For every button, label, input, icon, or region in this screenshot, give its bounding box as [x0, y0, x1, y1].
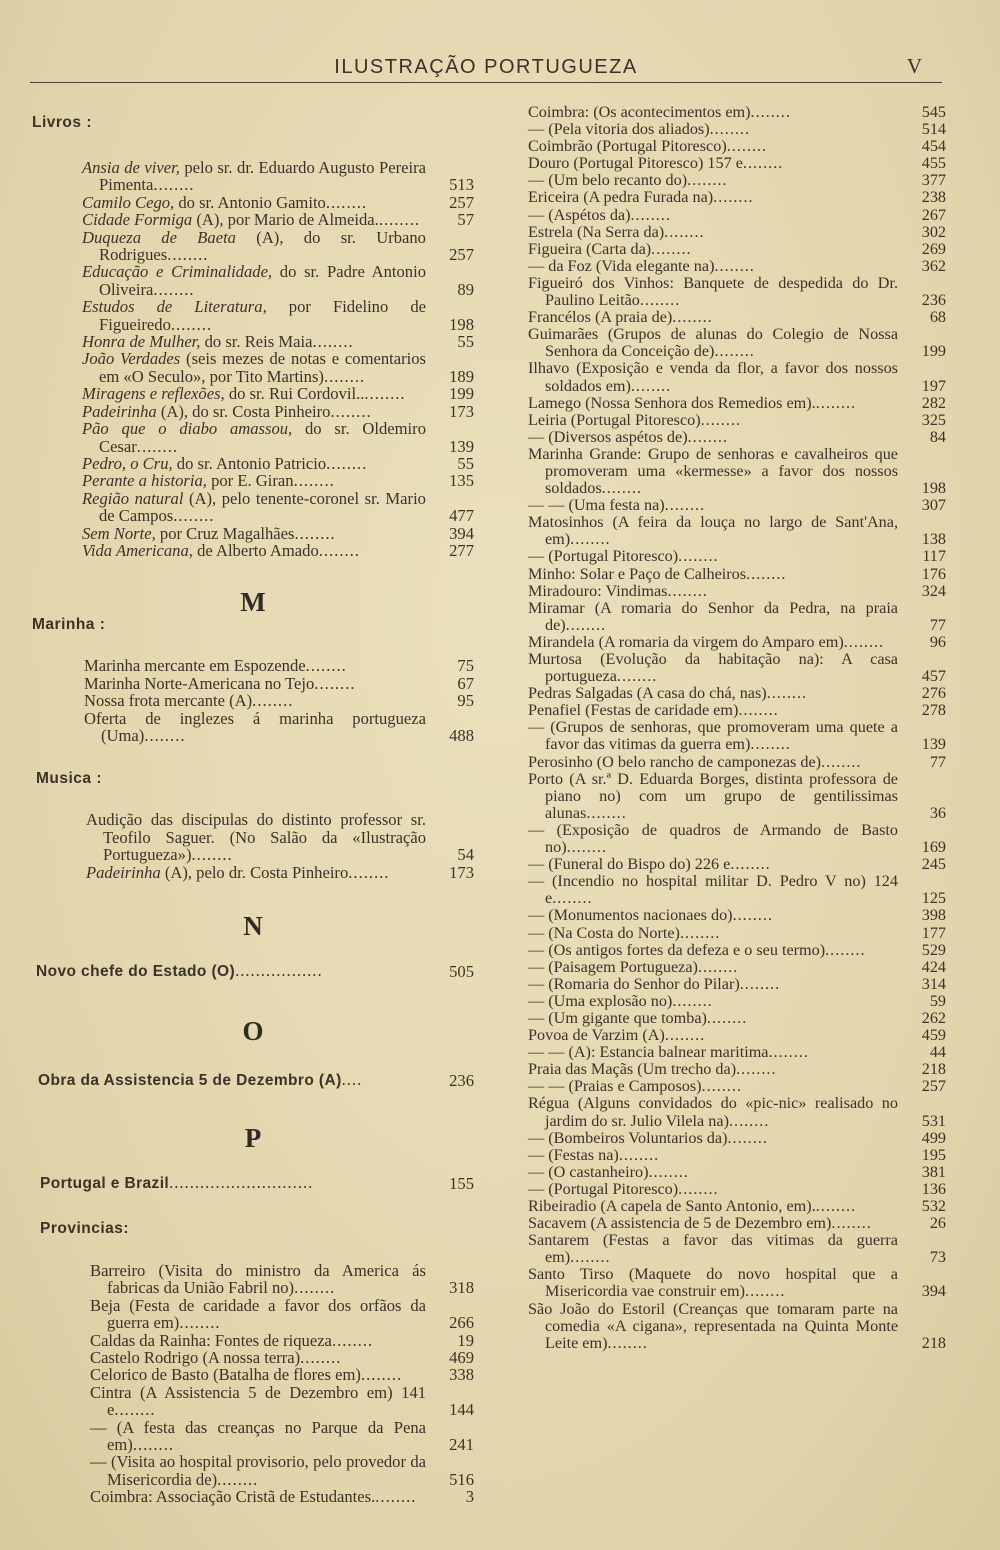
entry-page: 362 — [921, 256, 946, 275]
entry-page: 57 — [457, 210, 474, 230]
entry-title: Padeirinha — [82, 401, 157, 421]
entry-text: (seis mezes de notas e comentarios em «O Seculo», por Tito Martins) — [99, 349, 427, 386]
entry-text: do sr. Antonio Patricio — [172, 453, 327, 473]
entry-page: 199 — [921, 342, 946, 361]
livros-list — [82, 159, 474, 559]
entry-text: Santarem (Festas a favor das vitimas da guerra em) — [528, 1231, 898, 1267]
letter-heading-p: P — [244, 1123, 262, 1153]
entry-text: Miradouro: Vindimas — [528, 581, 668, 600]
entry-page: 381 — [921, 1162, 946, 1181]
entry-text: Douro (Portugal Pitoresco) 157 e — [528, 154, 743, 173]
entry-title: Vida Americana, — [82, 540, 193, 560]
entry-text: — (Portugal Pitoresco) — [528, 1179, 679, 1198]
entry-page: 54 — [457, 845, 474, 865]
entry-page: 278 — [921, 701, 946, 720]
entry-text: — (Na Costa do Norte) — [528, 923, 680, 942]
entry-page: 238 — [921, 188, 946, 207]
provincia-entry: — (Uma explosão no)........ 59 — [528, 991, 946, 1010]
entry-text: Matosinhos (A feira da louça no largo de Sant'Ana, em) — [528, 513, 898, 549]
entry-text: Castelo Rodrigo (A nossa terra) — [90, 1348, 301, 1368]
entry-page: 257 — [449, 245, 474, 265]
right-column — [528, 104, 946, 1352]
livro-entry: Região natural (A), pelo tenente-coronel sr. Mario de Campos........ 477 — [82, 488, 474, 526]
provincia-entry: — (Pela vitoria dos aliados)........ 514 — [528, 120, 946, 139]
entry-page: 197 — [921, 376, 946, 395]
entry-page: 488 — [449, 725, 474, 745]
entry-text: — — (A): Estancia balnear maritima — [528, 1043, 769, 1062]
entry-text: Marinha mercante em Espozende — [84, 656, 306, 676]
provincia-entry: São João do Estoril (Creanças que tomaram parte na comedia «A cigana», representada na Quinta Monte Leite em)........ 218 — [528, 1299, 946, 1352]
entry-page: 173 — [449, 401, 474, 421]
provincia-entry: — (Portugal Pitoresco)........ 117 — [528, 547, 946, 566]
livro-entry: Pedro, o Cru, do sr. Antonio Patricio........ 55 — [82, 453, 474, 473]
provincia-entry: Barreiro (Visita do ministro da America ás fabricas da União Fabril no)........ 318 — [90, 1261, 474, 1298]
entry-text: (A), do sr. Urbano Rodrigues — [99, 227, 426, 265]
provincia-entry: — — (A): Estancia balnear maritima........ 44 — [528, 1043, 946, 1062]
provincia-entry: — (Exposição de quadros de Armando de Basto no)........ 169 — [528, 820, 946, 857]
provincia-entry: Pedras Salgadas (A casa do chá, nas)........ 276 — [528, 684, 946, 703]
entry-page: 377 — [921, 171, 946, 190]
entry-text: — (Os antigos fortes da defeza e o seu termo) — [528, 940, 826, 959]
entry-text: Pedras Salgadas (A casa do chá, nas) — [528, 684, 767, 703]
section-provincias: Provincias: — [40, 1220, 130, 1237]
provincia-entry: — da Foz (Vida elegante na)........ 362 — [528, 256, 946, 275]
provincia-entry: — (Um belo recanto do)........ 377 — [528, 171, 946, 190]
entry-text: — (Diversos aspétos de) — [528, 427, 688, 446]
entry-title: Ansia de viver, — [82, 158, 180, 177]
marinha-entry: Marinha Norte-Americana no Tejo........ 67 — [84, 673, 474, 693]
provincia-entry: — (Funeral do Bispo do) 226 e........ 245 — [528, 855, 946, 874]
entry-title: Educação e Criminalidade, — [82, 262, 273, 282]
provincia-entry: Sacavem (A assistencia de 5 de Dezembro em)........ 26 — [528, 1214, 946, 1233]
entry-text: — (Aspétos da) — [528, 205, 631, 224]
livro-entry: Honra de Mulher, do sr. Reis Maia........ 55 — [82, 332, 474, 352]
entry-text: — (Grupos de senhoras, que promoveram uma quete a favor das vitimas da guerra em) — [528, 718, 898, 754]
provincia-entry: Régua (Alguns convidados do «pic-nic» realisado no jardim do sr. Julio Vilela na)........ 531 — [528, 1094, 946, 1130]
entry-page: 173 — [449, 862, 474, 882]
letter-heading-n: N — [243, 911, 263, 941]
livro-entry: Estudos de Literatura, por Fidelino de Figueiredo........ 198 — [82, 297, 474, 334]
entry-text: — (Um belo recanto do) — [528, 171, 688, 190]
entry-text: — — (Uma festa na) — [528, 496, 665, 515]
entry-page: 394 — [449, 523, 474, 543]
letter-heading-m: M — [240, 587, 266, 618]
entry-text: — (A festa das creanças no Parque da Pena em) — [90, 1417, 426, 1455]
entry-text: do sr. Padre Antonio Oliveira — [99, 262, 426, 299]
entry-text: São João do Estoril (Creanças que tomaram parte na comedia «A cigana», representada na Quinta Monte Leite em) — [528, 1299, 898, 1352]
entry-page: 267 — [921, 205, 946, 224]
entry-text: Barreiro (Visita do ministro da America ás fabricas da União Fabril no) — [90, 1261, 426, 1298]
entry-text: — (Portugal Pitoresco) — [528, 547, 679, 566]
entry-page: 59 — [929, 991, 946, 1010]
entry-page: 36 — [929, 803, 946, 822]
entry-page: 241 — [449, 1435, 474, 1455]
entry-text: Miramar (A romaria do Senhor da Pedra, na praia de) — [528, 598, 898, 634]
entry-page: 531 — [921, 1111, 946, 1130]
provincia-entry: — (Monumentos nacionaes do)........ 398 — [528, 906, 946, 925]
entry-text: Caldas da Rainha: Fontes de riqueza — [90, 1330, 332, 1350]
entry-text: Penafiel (Festas de caridade em) — [528, 701, 739, 720]
entry-text: — (Uma explosão no) — [528, 991, 673, 1010]
entry-text: Nossa frota mercante (A) — [84, 691, 253, 711]
entry-text: do sr. Rui Cordovil.. — [224, 384, 365, 404]
page-header — [30, 56, 942, 83]
entry-text: Lamego (Nossa Senhora dos Remedios em). — [528, 393, 816, 412]
provincia-entry: Lamego (Nossa Senhora dos Remedios em)......... 282 — [528, 393, 946, 412]
entry-text: Figueira (Carta da) — [528, 239, 652, 258]
provincia-entry: — (Os antigos fortes da defeza e o seu termo)........ 529 — [528, 940, 946, 959]
provincia-entry: — — (Uma festa na)........ 307 — [528, 496, 946, 515]
entry-page: 139 — [921, 735, 946, 754]
entry-text: — (Romaria do Senhor do Pilar) — [528, 974, 740, 993]
entry-text: de Alberto Amado — [192, 540, 319, 560]
entry-text: (A), pelo dr. Costa Pinheiro — [160, 862, 349, 882]
musica-entry: Padeirinha (A), pelo dr. Costa Pinheiro........ 173 — [86, 862, 474, 882]
provincia-entry: — (Romaria do Senhor do Pilar)........ 314 — [528, 974, 946, 993]
provincia-entry: — (Grupos de senhoras, que promoveram uma quete a favor das vitimas da guerra em)........ 139 — [528, 718, 946, 754]
entry-text: do sr. Oldemiro Cesar — [99, 419, 426, 456]
entry-text: Marinha Grande: Grupo de senhoras e cavalheiros que promoveram uma «kermesse» a favor dos nossos soldados — [528, 444, 898, 498]
entry-title: Padeirinha — [86, 862, 161, 882]
musica-list — [86, 811, 474, 881]
provincia-entry: Cintra (A Assistencia 5 de Dezembro em) 141 e........ 144 — [90, 1382, 474, 1420]
entry-page: 77 — [929, 615, 946, 634]
entry-text: Cintra (A Assistencia 5 de Dezembro em) 141 e — [90, 1382, 426, 1420]
entry-page: 469 — [449, 1348, 474, 1368]
entry-page: 318 — [449, 1278, 474, 1298]
entry-page: 218 — [921, 1333, 946, 1352]
provincia-entry: Ericeira (A pedra Furada na)........ 238 — [528, 188, 946, 207]
entry-text: por Cruz Magalhães — [155, 523, 295, 543]
entry-text: Guimarães (Grupos de alunas do Colegio de Nossa Senhora da Conceição de) — [528, 325, 898, 361]
provincia-entry: — (Na Costa do Norte)........ 177 — [528, 923, 946, 942]
provincia-entry: Santarem (Festas a favor das vitimas da guerra em)........ 73 — [528, 1231, 946, 1267]
entry-page: 26 — [929, 1214, 946, 1233]
provincia-entry: Ilhavo (Exposição e venda da flor, a favor dos nossos soldados em)........ 197 — [528, 359, 946, 395]
entry-page: 338 — [449, 1365, 474, 1385]
entry-text: (A), do sr. Costa Pinheiro — [156, 401, 331, 421]
entry-page: 136 — [921, 1179, 946, 1198]
provincia-entry: Guimarães (Grupos de alunas do Colegio de Nossa Senhora da Conceição de)........ 199 — [528, 325, 946, 361]
entry-page: 169 — [921, 838, 946, 857]
entry-page: 514 — [921, 120, 946, 139]
entry-page: 73 — [929, 1248, 946, 1267]
entry-page: 177 — [921, 923, 946, 942]
musica-entry: Audição das discipulas do distinto professor sr. Teofilo Saguer. (No Salão da «Ilustração Portugueza»)........ 54 — [86, 810, 474, 865]
entry-page: 198 — [449, 314, 474, 334]
entry-page: 269 — [921, 239, 946, 258]
provincia-entry: Coimbra: (Os acontecimentos em)........ 545 — [528, 103, 946, 121]
entry-text: — (O castanheiro) — [528, 1162, 649, 1181]
entry-page: 144 — [449, 1400, 474, 1420]
section-livros: Livros : — [32, 114, 92, 131]
provincia-entry: Francélos (A praia de)........ 68 — [528, 308, 946, 327]
entry-page: 44 — [929, 1043, 946, 1062]
livro-entry: Perante a historia, por E. Giran........ 135 — [82, 471, 474, 491]
entry-text: — — (Praias e Camposos) — [528, 1077, 702, 1096]
provincia-entry: Matosinhos (A feira da louça no largo de Sant'Ana, em)........ 138 — [528, 513, 946, 549]
provincia-entry: — (Visita ao hospital provisorio, pelo provedor da Misericordia de)........ 516 — [90, 1452, 474, 1489]
provincia-entry: Porto (A sr.ª D. Eduarda Borges, distinta professora de piano no) com um grupo de gentilissimas alunas........ 36 — [528, 769, 946, 822]
entry-text: — (Festas na) — [528, 1145, 619, 1164]
provincia-entry: Miramar (A romaria do Senhor da Pedra, na praia de)........ 77 — [528, 598, 946, 634]
provincia-entry: — (O castanheiro)........ 381 — [528, 1162, 946, 1181]
entry-page: 75 — [457, 656, 474, 676]
publication-title: ILUSTRAÇÃO PORTUGUEZA — [334, 56, 638, 78]
entry-page: 245 — [921, 855, 946, 874]
entry-text: Audição das discipulas do distinto professor sr. Teofilo Saguer. (No Salão da «Ilustração Portugueza») — [86, 810, 426, 865]
entry-obra-assistencia: Obra da Assistencia 5 de Dezembro (A).... 236 — [38, 1070, 474, 1090]
entry-page: 195 — [921, 1145, 946, 1164]
entry-page: 55 — [457, 332, 474, 352]
livro-entry: Camilo Cego, do sr. Antonio Gamito........ 257 — [82, 192, 474, 212]
entry-text: Figueiró dos Vinhos: Banquete de despedida do Dr. Paulino Leitão — [528, 273, 898, 310]
entry-page: 138 — [921, 530, 946, 549]
entry-page: 95 — [457, 691, 474, 711]
entry-text: Francélos (A praia de) — [528, 308, 673, 327]
entry-page: 176 — [921, 564, 946, 583]
entry-title: Honra de Mulher, — [82, 332, 201, 352]
provincia-entry: Leiria (Portugal Pitoresco)........ 325 — [528, 410, 946, 429]
entry-page: 96 — [929, 632, 946, 651]
entry-text: — (Exposição de quadros de Armando de Basto no) — [528, 820, 898, 857]
entry-text: (A), pelo tenente-coronel sr. Mario de Campos — [99, 488, 426, 526]
entry-page: 455 — [921, 154, 946, 173]
entry-text: por Fidelino de Figueiredo — [99, 297, 426, 334]
entry-page: 236 — [921, 291, 946, 310]
entry-page: 307 — [921, 496, 946, 515]
provincia-entry: Caldas da Rainha: Fontes de riqueza........ 19 — [90, 1330, 474, 1350]
livro-entry: Miragens e reflexões, do sr. Rui Cordovil.......... 199 — [82, 384, 474, 404]
provincia-entry: Coimbrão (Portugal Pitoresco)........ 454 — [528, 137, 946, 156]
entry-text: Marinha Norte-Americana no Tejo — [84, 673, 315, 693]
entry-page: 262 — [921, 1008, 946, 1027]
provincia-entry: Marinha Grande: Grupo de senhoras e cavalheiros que promoveram uma «kermesse» a favor dos nossos soldados........ 198 — [528, 444, 946, 498]
entry-page: 282 — [921, 393, 946, 412]
entry-title: Perante a historia, — [82, 471, 207, 491]
entry-page: 529 — [921, 940, 946, 959]
entry-page: 424 — [921, 957, 946, 976]
entry-page: 77 — [929, 752, 946, 771]
entry-text: por E. Giran — [206, 471, 294, 491]
entry-text: Estrela (Na Serra da) — [528, 222, 665, 241]
provincia-entry: Perosinho (O belo rancho de camponezas de)........ 77 — [528, 752, 946, 771]
entry-page: 324 — [921, 581, 946, 600]
entry-text: Sacavem (A assistencia de 5 de Dezembro em) — [528, 1214, 832, 1233]
provincia-entry: Figueiró dos Vinhos: Banquete de despedida do Dr. Paulino Leitão........ 236 — [528, 273, 946, 310]
provincia-entry: Celorico de Basto (Batalha de flores em)........ 338 — [90, 1365, 474, 1385]
provincia-entry: Coimbra: Associação Cristã de Estudantes......... 3 — [90, 1487, 474, 1507]
livro-entry: Educação e Criminalidade, do sr. Padre Antonio Oliveira........ 89 — [82, 262, 474, 299]
entry-page: 19 — [457, 1330, 474, 1350]
entry-page: 84 — [929, 427, 946, 446]
entry-page: 55 — [457, 453, 474, 473]
entry-text: Ericeira (A pedra Furada na) — [528, 188, 714, 207]
entry-text: do sr. Antonio Gamito — [174, 192, 326, 212]
entry-title: Miragens e reflexões, — [82, 384, 225, 404]
entry-title: Cidade Formiga — [82, 210, 193, 230]
provincia-entry: — (Paisagem Portugueza)........ 424 — [528, 957, 946, 976]
entry-page: 67 — [457, 673, 474, 693]
section-marinha: Marinha : — [32, 616, 106, 634]
provincia-entry: — (Festas na)........ 195 — [528, 1145, 946, 1164]
entry-page: 117 — [922, 547, 946, 566]
provincia-entry: Povoa de Varzim (A)........ 459 — [528, 1026, 946, 1045]
provincia-entry: Penafiel (Festas de caridade em)........ 278 — [528, 701, 946, 720]
entry-text: Régua (Alguns convidados do «pic-nic» realisado no jardim do sr. Julio Vilela na) — [528, 1094, 898, 1130]
entry-text: Ilhavo (Exposição e venda da flor, a favor dos nossos soldados em) — [528, 359, 898, 395]
entry-text: Leiria (Portugal Pitoresco) — [528, 410, 701, 429]
entry-text: — (Funeral do Bispo do) 226 e — [528, 855, 731, 874]
entry-text: — (Paisagem Portugueza) — [528, 957, 698, 976]
livro-entry: Sem Norte, por Cruz Magalhães........ 394 — [82, 523, 474, 543]
entry-text: Minho: Solar e Paço de Calheiros — [528, 564, 747, 583]
provincia-entry: — (A festa das creanças no Parque da Pena em)........ 241 — [90, 1417, 474, 1455]
livro-entry: Ansia de viver, pelo sr. dr. Eduardo Augusto Pereira Pimenta........ 513 — [82, 158, 474, 195]
provincia-entry: Beja (Festa de caridade a favor dos orfãos da guerra em)........ 266 — [90, 1295, 474, 1333]
entry-text: Coimbra: (Os acontecimentos em) — [528, 103, 751, 121]
provincias-list — [90, 1262, 474, 1506]
entry-text: Coimbra: Associação Cristã de Estudantes. — [90, 1487, 376, 1507]
entry-page: 277 — [449, 540, 474, 560]
provincia-entry: Santo Tirso (Maquete do novo hospital que a Misericordia vae construir em)........ 394 — [528, 1265, 946, 1301]
provincia-entry: Minho: Solar e Paço de Calheiros........ 176 — [528, 564, 946, 583]
provincia-entry: Murtosa (Evolução da habitação na): A casa portugueza........ 457 — [528, 650, 946, 686]
entry-page: 314 — [921, 974, 946, 993]
entry-text: — (Bombeiros Voluntarios da) — [528, 1128, 728, 1147]
entry-text: Oferta de inglezes á marinha portugueza (Uma) — [84, 708, 426, 745]
entry-page: 276 — [921, 684, 946, 703]
left-column — [32, 104, 474, 1506]
entry-text: pelo sr. dr. Eduardo Augusto Pereira Pimenta — [99, 158, 426, 195]
provincia-entry: — (Bombeiros Voluntarios da)........ 499 — [528, 1128, 946, 1147]
provincia-entry: Praia das Maçãs (Um trecho da)........ 218 — [528, 1060, 946, 1079]
provincia-entry: Castelo Rodrigo (A nossa terra)........ 469 — [90, 1348, 474, 1368]
entry-page: 218 — [921, 1060, 946, 1079]
entry-page: 266 — [449, 1313, 474, 1333]
entry-text: Porto (A sr.ª D. Eduarda Borges, distinta professora de piano no) com um grupo de gentilissimas alunas — [528, 769, 898, 822]
entry-text: Coimbrão (Portugal Pitoresco) — [528, 137, 727, 156]
provincia-entry: Miradouro: Vindimas........ 324 — [528, 581, 946, 600]
entry-text: — (Um gigante que tomba) — [528, 1008, 707, 1027]
entry-page: 454 — [921, 137, 946, 156]
entry-page: 532 — [921, 1197, 946, 1215]
entry-page: 3 — [465, 1487, 474, 1507]
entry-title: Pedro, o Cru, — [82, 453, 173, 473]
entry-page: 398 — [921, 906, 946, 925]
entry-page: 198 — [921, 479, 946, 498]
section-musica: Musica : — [36, 770, 103, 788]
livro-entry: Cidade Formiga (A), por Mario de Almeida......... 57 — [82, 210, 474, 230]
entry-page: 457 — [921, 667, 946, 686]
entry-page: 139 — [449, 436, 474, 456]
entry-page: 125 — [921, 889, 946, 908]
marinha-entry: Nossa frota mercante (A)........ 95 — [84, 691, 474, 711]
entry-text: Santo Tirso (Maquete do novo hospital que a Misericordia vae construir em) — [528, 1265, 898, 1301]
marinha-entry: Oferta de inglezes á marinha portugueza (Uma)........ 488 — [84, 708, 474, 745]
entry-title: Duqueza de Baeta — [82, 227, 236, 247]
entry-text: Povoa de Varzim (A) — [528, 1026, 665, 1045]
entry-text: — (Visita ao hospital provisorio, pelo provedor da Misericordia de) — [90, 1452, 426, 1489]
entry-title: Camilo Cego, — [82, 192, 175, 212]
entry-portugal-brazil: Portugal e Brazil............................ 155 — [40, 1173, 474, 1193]
entry-text: Praia das Maçãs (Um trecho da) — [528, 1060, 737, 1079]
provincia-entry: — (Um gigante que tomba)........ 262 — [528, 1008, 946, 1027]
provincia-entry: — (Diversos aspétos de)........ 84 — [528, 427, 946, 446]
provincia-entry: — (Portugal Pitoresco)........ 136 — [528, 1179, 946, 1198]
provincia-entry: Douro (Portugal Pitoresco) 157 e........ 455 — [528, 154, 946, 173]
page-number: V — [906, 54, 922, 78]
entry-text: Ribeiradio (A capela de Santo Antonio, em). — [528, 1197, 816, 1215]
entry-page: 459 — [921, 1026, 946, 1045]
entry-title: Estudos de Literatura, — [82, 297, 267, 317]
entry-page: 325 — [921, 410, 946, 429]
entry-page: 513 — [449, 175, 474, 195]
entry-text: Beja (Festa de caridade a favor dos orfãos da guerra em) — [90, 1295, 426, 1333]
livro-entry: Padeirinha (A), do sr. Costa Pinheiro........ 173 — [82, 401, 474, 421]
entry-page: 394 — [921, 1282, 946, 1301]
marinha-entry: Marinha mercante em Espozende........ 75 — [84, 656, 474, 676]
entry-text: Celorico de Basto (Batalha de flores em) — [90, 1365, 361, 1385]
entry-text: Murtosa (Evolução da habitação na): A casa portugueza — [528, 650, 898, 686]
entry-text: — (Monumentos nacionaes do) — [528, 906, 733, 925]
entry-page: 68 — [929, 308, 946, 327]
entry-title: Pão que o diabo amassou, — [82, 419, 293, 439]
provincia-entry: Mirandela (A romaria da virgem do Amparo em)........ 96 — [528, 632, 946, 651]
provincia-entry: Ribeiradio (A capela de Santo Antonio, em)......... 532 — [528, 1197, 946, 1215]
entry-page: 189 — [449, 366, 474, 386]
provincia-entry: — (Aspétos da)........ 267 — [528, 205, 946, 224]
entry-text: — (Incendio no hospital militar D. Pedro V no) 124 e — [528, 872, 898, 908]
provincia-entry: — (Incendio no hospital militar D. Pedro V no) 124 e........ 125 — [528, 872, 946, 908]
entry-page: 477 — [449, 506, 474, 526]
entry-page: 545 — [921, 103, 946, 121]
provincia-entry: — — (Praias e Camposos)........ 257 — [528, 1077, 946, 1096]
provincia-entry: Figueira (Carta da)........ 269 — [528, 239, 946, 258]
entry-text: (A), por Mario de Almeida. — [192, 210, 379, 230]
letter-heading-o: O — [242, 1016, 264, 1046]
entry-page: 89 — [457, 279, 474, 299]
entry-title: Sem Norte, — [82, 523, 156, 543]
livro-entry: Vida Americana, de Alberto Amado........ 277 — [82, 540, 474, 560]
entry-page: 516 — [449, 1469, 474, 1489]
entry-title: Região natural — [82, 488, 184, 508]
livro-entry: Pão que o diabo amassou, do sr. Oldemiro Cesar........ 139 — [82, 419, 474, 456]
entry-page: 257 — [921, 1077, 946, 1096]
marinha-list — [84, 657, 474, 744]
entry-page: 302 — [921, 222, 946, 241]
entry-text: do sr. Reis Maia — [200, 332, 313, 352]
entry-text: Perosinho (O belo rancho de camponezas de) — [528, 752, 822, 771]
entry-page: 135 — [449, 471, 474, 491]
entry-page: 499 — [921, 1128, 946, 1147]
livro-entry: João Verdades (seis mezes de notas e comentarios em «O Seculo», por Tito Martins)........ 189 — [82, 349, 474, 386]
provincia-entry: Estrela (Na Serra da)........ 302 — [528, 222, 946, 241]
entry-novo-chefe: Novo chefe do Estado (O)................. 505 — [36, 961, 474, 981]
entry-text: — da Foz (Vida elegante na) — [528, 256, 715, 275]
entry-text: — (Pela vitoria dos aliados) — [528, 120, 710, 139]
entry-text: Mirandela (A romaria da virgem do Amparo em) — [528, 632, 844, 651]
livro-entry: Duqueza de Baeta (A), do sr. Urbano Rodrigues........ 257 — [82, 227, 474, 265]
entry-title: João Verdades — [82, 349, 181, 369]
entry-page: 199 — [449, 384, 474, 404]
entry-page: 257 — [449, 192, 474, 212]
